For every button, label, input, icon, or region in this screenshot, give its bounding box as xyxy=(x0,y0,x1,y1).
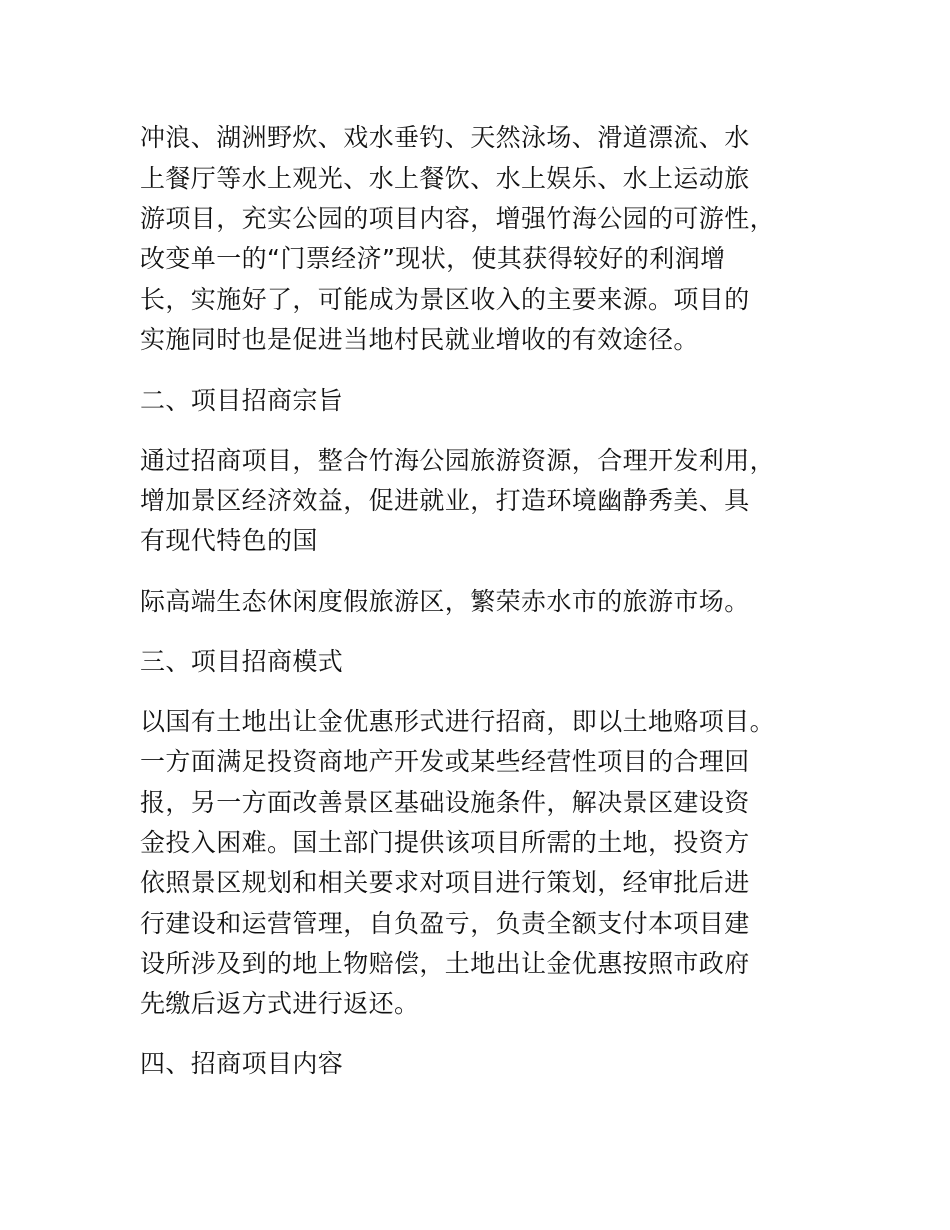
paragraph-line: 冲浪、湖洲野炊、戏水垂钓、天然泳场、滑道漂流、水 xyxy=(140,123,750,152)
paragraph-line: 实施同时也是促进当地村民就业增收的有效途径。 xyxy=(140,325,699,354)
paragraph-line: 通过招商项目，整合竹海公园旅游资源，合理开发利用， xyxy=(140,446,776,475)
paragraph-line: 改变单一的“门票经济”现状，使其获得较好的利润增 xyxy=(140,244,726,273)
section-heading: 三、项目招商模式 xyxy=(140,647,344,676)
paragraph-line: 依照景区规划和相关要求对项目进行策划，经审批后进 xyxy=(140,868,750,897)
paragraph-line: 有现代特色的国 xyxy=(140,526,318,555)
paragraph-line: 上餐厅等水上观光、水上餐饮、水上娱乐、水上运动旅 xyxy=(140,164,750,193)
paragraph-line: 设所涉及到的地上物赔偿，土地出让金优惠按照市政府 xyxy=(140,949,750,978)
paragraph-line: 报，另一方面改善景区基础设施条件，解决景区建设资 xyxy=(140,788,750,817)
paragraph-line: 行建设和运营管理，自负盈亏，负责全额支付本项目建 xyxy=(140,909,750,938)
paragraph-line: 先缴后返方式进行返还。 xyxy=(140,989,420,1018)
paragraph-line: 以国有土地出让金优惠形式进行招商，即以土地赂项目。 xyxy=(140,707,776,736)
section-heading: 二、项目招商宗旨 xyxy=(140,386,344,415)
paragraph-line: 一方面满足投资商地产开发或某些经营性项目的合理回 xyxy=(140,747,750,776)
section-heading: 四、招商项目内容 xyxy=(140,1049,344,1078)
paragraph-line: 长，实施好了，可能成为景区收入的主要来源。项目的 xyxy=(140,285,750,314)
paragraph-line: 金投入困难。国土部门提供该项目所需的土地，投资方 xyxy=(140,828,750,857)
paragraph-line: 增加景区经济效益，促进就业，打造环境幽静秀美、具 xyxy=(140,486,750,515)
paragraph-line: 际高端生态休闲度假旅游区，繁荣赤水市的旅游市场。 xyxy=(140,587,750,616)
paragraph-line: 游项目，充实公园的项目内容，增强竹海公园的可游性， xyxy=(140,204,776,233)
